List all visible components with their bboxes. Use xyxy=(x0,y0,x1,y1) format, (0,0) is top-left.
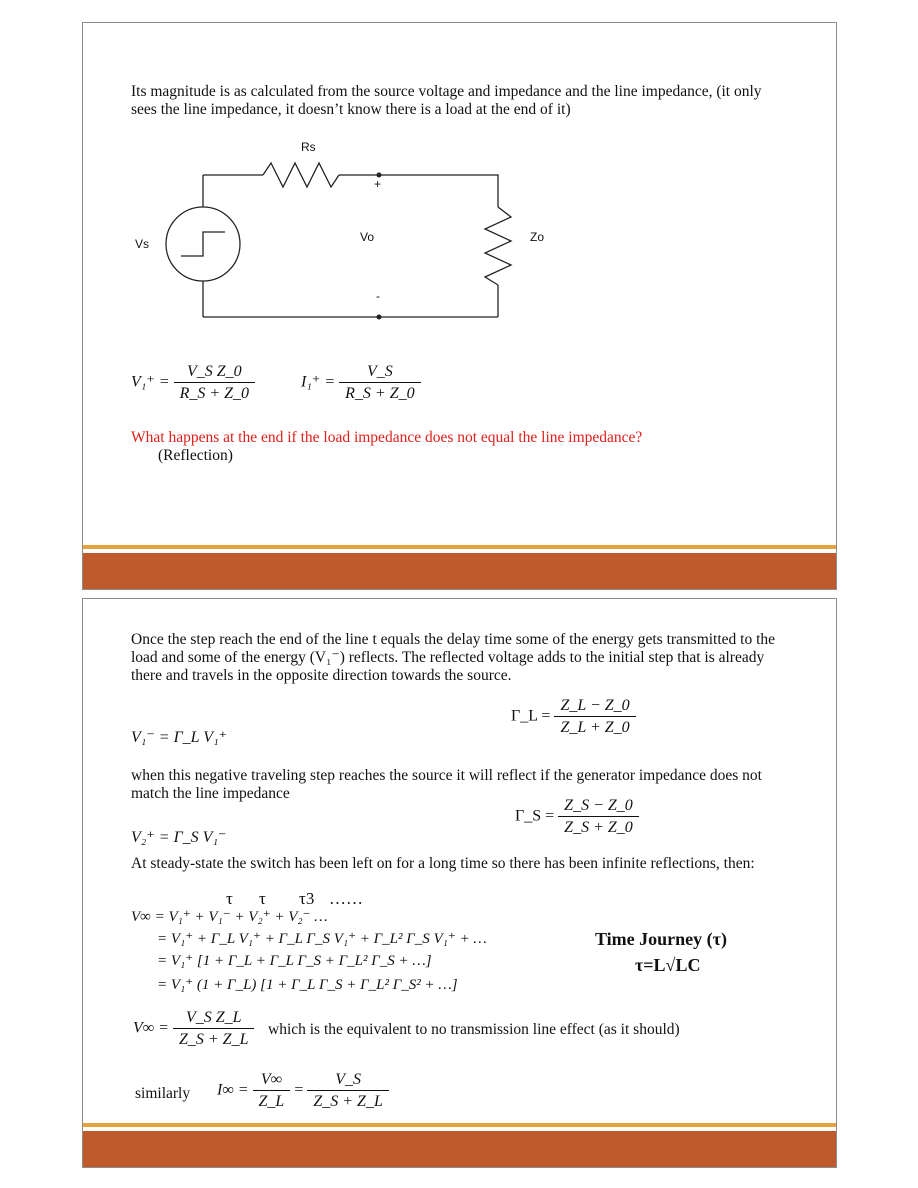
equation-i1-plus xyxy=(301,363,421,403)
slide2-paragraph-3: At steady-state the switch has been left on for a long time so there has been infinite reflections, then: xyxy=(131,855,755,872)
slide1-answer: (Reflection) xyxy=(158,447,233,464)
eq-vinf-numerator: V_S Z_L xyxy=(173,1009,255,1029)
slide2-paragraph-1: Once the step reach the end of the line t equals the delay time some of the energy gets transmitted to the load and some of the energy (V₁⁻) reflects. The reflected voltage adds to the initial step that is already there and travels in the opposite direction towards the source. xyxy=(131,631,776,684)
slide1-question: What happens at the end if the load impedance does not equal the line impedance? xyxy=(131,429,643,446)
equation-v1-plus xyxy=(131,363,255,403)
step-symbol xyxy=(181,232,225,256)
resistor-rs xyxy=(263,163,339,187)
eq-gamma-s-denominator: Z_S + Z_0 xyxy=(564,819,633,836)
label-rs: Rs xyxy=(301,140,316,154)
eq-iinf-den1: Z_L xyxy=(258,1093,285,1110)
slide2-paragraph-2: when this negative traveling step reaches the source it will reflect if the generator impedance does not match the line impedance xyxy=(131,767,762,802)
equation-gamma-l xyxy=(511,697,636,737)
eq-gamma-l-denominator: Z_L + Z_0 xyxy=(560,719,630,736)
eq-iinf-num1: V∞ xyxy=(253,1071,291,1091)
tau-ellipsis: …… xyxy=(329,889,363,908)
slide1-footer-bar xyxy=(83,553,836,589)
label-plus: + xyxy=(374,177,382,191)
equation-v2-plus: V₂⁺ = Γ_S V₁⁻ xyxy=(131,829,227,846)
series-line-4: = V₁⁺ (1 + Γ_L) [1 + Γ_L Γ_S + Γ_L² Γ_S² + …] xyxy=(157,977,458,993)
label-vs: Vs xyxy=(135,237,150,251)
equation-v-infinity xyxy=(133,1009,254,1049)
slide-2 xyxy=(82,598,837,1168)
eq-vinf-lhs: V∞ = xyxy=(133,1019,169,1037)
eq-iinf-den2: Z_S + Z_L xyxy=(313,1093,383,1110)
eq-iinf-lhs: I∞ = xyxy=(217,1081,249,1099)
eq-gamma-l-numerator: Z_L − Z_0 xyxy=(554,697,635,717)
series-line-3: = V₁⁺ [1 + Γ_L + Γ_L Γ_S + Γ_L² Γ_S + …] xyxy=(157,953,432,969)
slide-1 xyxy=(82,22,837,590)
tau-1: τ xyxy=(226,889,233,908)
series-line-2: = V₁⁺ + Γ_L V₁⁺ + Γ_L Γ_S V₁⁺ + Γ_L² Γ_S V₁⁺ + … xyxy=(157,931,487,947)
series-line-1: V∞ = V₁⁺ + V₁⁻ + V₂⁺ + V₂⁻ … xyxy=(131,909,328,925)
eq-v1-lhs: V₁⁺ = xyxy=(131,373,170,391)
eq-i1-denominator: R_S + Z_0 xyxy=(345,385,415,402)
time-journey-title: Time Journey (τ) xyxy=(595,929,727,949)
eq-iinf-num2: V_S xyxy=(307,1071,389,1091)
eq-gamma-s-lhs: Γ_S = xyxy=(515,807,555,825)
slide2-footer-accent-line xyxy=(83,1123,836,1127)
similarly-label: similarly xyxy=(135,1085,191,1102)
circuit-diagram xyxy=(123,135,563,335)
eq-v1-numerator: V_S Z_0 xyxy=(174,363,255,383)
eq-vinf-denominator: Z_S + Z_L xyxy=(178,1031,249,1048)
slide2-footer-bar xyxy=(83,1131,836,1167)
equation-v1-minus: V₁⁻ = Γ_L V₁⁺ xyxy=(131,729,228,746)
label-zo: Zo xyxy=(530,230,545,244)
eq-i1-lhs: I₁⁺ = xyxy=(301,373,336,391)
tau-3: τ3 xyxy=(299,889,315,908)
equation-gamma-s xyxy=(515,797,639,837)
slide1-footer-accent-line xyxy=(83,545,836,549)
resistor-zo xyxy=(485,207,511,285)
label-vo: Vo xyxy=(360,230,375,244)
slide1-paragraph: Its magnitude is as calculated from the source voltage and impedance and the line impedance, (it only sees the line impedance, it doesn’t know there is a load at the end of it) xyxy=(131,83,762,118)
eq-v1-denominator: R_S + Z_0 xyxy=(179,385,250,402)
eq-i1-numerator: V_S xyxy=(339,363,420,383)
wire-top-right xyxy=(339,175,498,207)
eq-gamma-s-numerator: Z_S − Z_0 xyxy=(558,797,639,817)
time-journey-formula: τ=L√LC xyxy=(635,955,701,975)
node-bottom xyxy=(377,315,382,320)
vinf-note: which is the equivalent to no transmission line effect (as it should) xyxy=(268,1021,680,1038)
label-minus: - xyxy=(376,289,380,303)
tau-2: τ xyxy=(259,889,266,908)
equation-i-infinity: I∞ = $\frac{V\infty}{Z\_L}$ = $\frac{V\_S}{Z\_S + Z\_L}$ xyxy=(217,1071,389,1111)
eq-gamma-l-lhs: Γ_L = xyxy=(511,707,551,725)
